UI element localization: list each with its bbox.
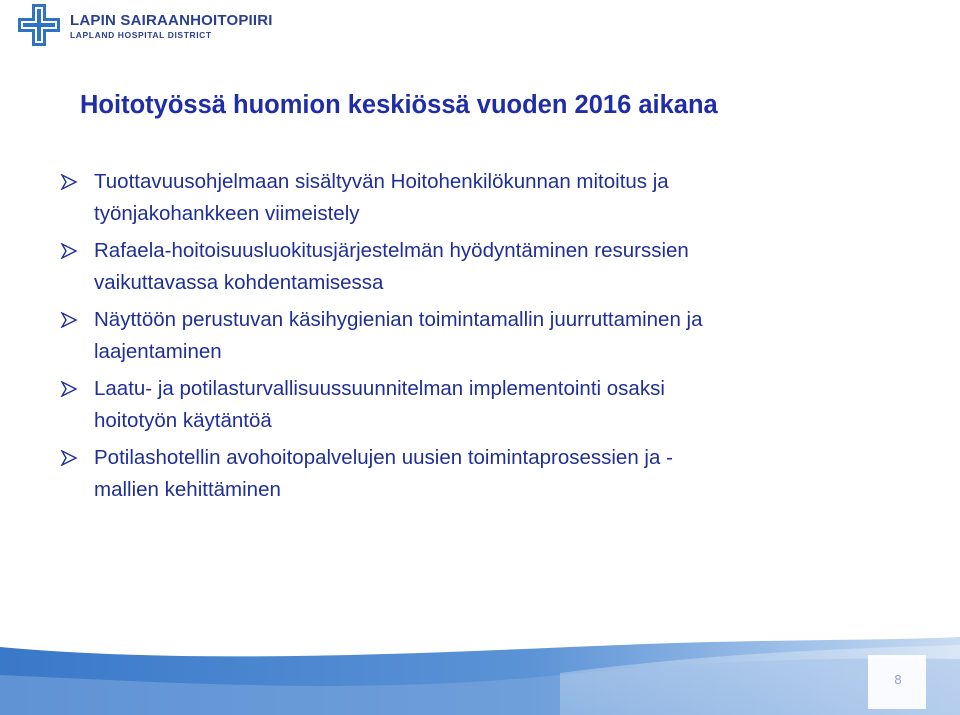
cross-logo-icon <box>18 4 60 46</box>
arrowhead-bullet-icon <box>60 381 78 397</box>
bullet-item <box>60 304 920 367</box>
arrowhead-bullet-icon <box>60 312 78 328</box>
logo-subtitle: LAPLAND HOSPITAL DISTRICT <box>70 30 212 40</box>
logo <box>18 4 318 50</box>
slide-title: Hoitotyössä huomion keskiössä vuoden 2016 aikana <box>80 91 718 119</box>
footer-wave <box>0 635 960 715</box>
bullet-text-line: Laatu- ja potilasturvallisuussuunnitelman implementointi osaksi <box>94 377 665 400</box>
bullet-text-line: Rafaela-hoitoisuusluokitusjärjestelmän hyödyntäminen resurssien <box>94 239 689 262</box>
bullet-item <box>60 373 920 436</box>
bullet-item <box>60 166 920 229</box>
bullet-text-line: Näyttöön perustuvan käsihygienian toimintamallin juurruttaminen ja <box>94 308 703 331</box>
bullet-text-line: Potilashotellin avohoitopalvelujen uusien toimintaprosessien ja - <box>94 446 673 469</box>
bullet-text-line: Tuottavuusohjelmaan sisältyvän Hoitohenkilökunnan mitoitus ja <box>94 170 669 193</box>
bullet-item <box>60 442 920 505</box>
arrowhead-bullet-icon <box>60 174 78 190</box>
logo-text <box>70 13 273 41</box>
bullet-list <box>60 166 920 511</box>
bullet-text-line: hoitotyön käytäntöä <box>94 408 272 432</box>
arrowhead-bullet-icon <box>60 450 78 466</box>
bullet-text-line: laajentaminen <box>94 339 222 363</box>
logo-title: LAPIN SAIRAANHOITOPIIRI <box>70 12 273 29</box>
bullet-text-line: työnjakohankkeen viimeistely <box>94 201 360 225</box>
arrowhead-bullet-icon <box>60 243 78 259</box>
bullet-text-line: mallien kehittäminen <box>94 477 281 501</box>
bullet-item <box>60 235 920 298</box>
page-number: 8 <box>894 672 902 687</box>
bullet-text-line: vaikuttavassa kohdentamisessa <box>94 270 384 294</box>
